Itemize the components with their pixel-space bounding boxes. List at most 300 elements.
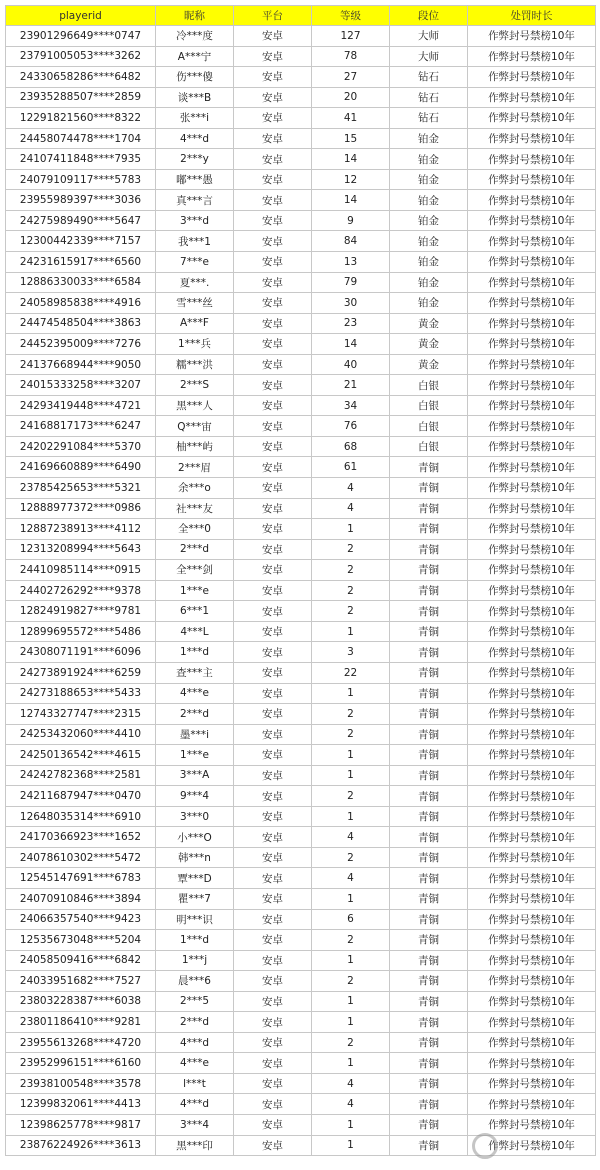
header-level: 等级 — [312, 6, 390, 26]
cell-platform: 安卓 — [234, 334, 312, 355]
cell-nickname: 小***O — [156, 827, 234, 848]
cell-rank: 黄金 — [390, 313, 468, 334]
cell-level: 22 — [312, 662, 390, 683]
cell-playerid: 24170366923****1652 — [6, 827, 156, 848]
cell-rank: 铂金 — [390, 149, 468, 170]
cell-level: 4 — [312, 1073, 390, 1094]
cell-penalty: 作弊封号禁榜10年 — [468, 683, 596, 704]
cell-platform: 安卓 — [234, 293, 312, 314]
cell-level: 127 — [312, 26, 390, 47]
cell-penalty: 作弊封号禁榜10年 — [468, 26, 596, 47]
table-row — [6, 67, 596, 88]
cell-platform: 安卓 — [234, 395, 312, 416]
cell-penalty: 作弊封号禁榜10年 — [468, 847, 596, 868]
cell-level: 1 — [312, 1053, 390, 1074]
cell-nickname: 余***o — [156, 478, 234, 499]
cell-platform: 安卓 — [234, 580, 312, 601]
cell-nickname: 我***1 — [156, 231, 234, 252]
cell-platform: 安卓 — [234, 252, 312, 273]
table-row — [6, 354, 596, 375]
table-row — [6, 128, 596, 149]
cell-platform: 安卓 — [234, 950, 312, 971]
cell-platform: 安卓 — [234, 436, 312, 457]
cell-level: 13 — [312, 252, 390, 273]
cell-playerid: 12313208994****5643 — [6, 539, 156, 560]
cell-nickname: 全***剑 — [156, 560, 234, 581]
header-playerid: playerid — [6, 6, 156, 26]
cell-penalty: 作弊封号禁榜10年 — [468, 888, 596, 909]
cell-rank: 青铜 — [390, 457, 468, 478]
cell-rank: 青铜 — [390, 868, 468, 889]
cell-playerid: 23791005053****3262 — [6, 46, 156, 67]
cell-playerid: 24070910846****3894 — [6, 888, 156, 909]
table-row — [6, 498, 596, 519]
cell-playerid: 24168817173****6247 — [6, 416, 156, 437]
cell-platform: 安卓 — [234, 601, 312, 622]
cell-playerid: 24079109117****5783 — [6, 169, 156, 190]
cell-nickname: 7***e — [156, 252, 234, 273]
table-row — [6, 149, 596, 170]
cell-nickname: 嘟***愚 — [156, 169, 234, 190]
cell-platform: 安卓 — [234, 313, 312, 334]
cell-rank: 青铜 — [390, 519, 468, 540]
cell-rank: 青铜 — [390, 806, 468, 827]
cell-nickname: 社***友 — [156, 498, 234, 519]
cell-rank: 青铜 — [390, 642, 468, 663]
cell-platform: 安卓 — [234, 272, 312, 293]
table-row — [6, 108, 596, 129]
cell-nickname: 4***d — [156, 1032, 234, 1053]
table-row — [6, 190, 596, 211]
cell-platform: 安卓 — [234, 26, 312, 47]
cell-platform: 安卓 — [234, 128, 312, 149]
ban-list-container — [5, 5, 595, 1156]
table-row — [6, 26, 596, 47]
cell-playerid: 24293419448****4721 — [6, 395, 156, 416]
cell-rank: 青铜 — [390, 498, 468, 519]
cell-nickname: 2***d — [156, 1012, 234, 1033]
table-row — [6, 272, 596, 293]
cell-penalty: 作弊封号禁榜10年 — [468, 313, 596, 334]
cell-level: 84 — [312, 231, 390, 252]
cell-nickname: l***t — [156, 1073, 234, 1094]
cell-penalty: 作弊封号禁榜10年 — [468, 190, 596, 211]
cell-penalty: 作弊封号禁榜10年 — [468, 1053, 596, 1074]
cell-platform: 安卓 — [234, 745, 312, 766]
cell-nickname: A***宁 — [156, 46, 234, 67]
cell-level: 79 — [312, 272, 390, 293]
ban-list-table — [5, 5, 596, 1156]
cell-level: 6 — [312, 909, 390, 930]
cell-penalty: 作弊封号禁榜10年 — [468, 724, 596, 745]
cell-level: 2 — [312, 930, 390, 951]
cell-penalty: 作弊封号禁榜10年 — [468, 1094, 596, 1115]
cell-level: 1 — [312, 888, 390, 909]
cell-nickname: 谈***B — [156, 87, 234, 108]
cell-playerid: 24169660889****6490 — [6, 457, 156, 478]
cell-level: 4 — [312, 498, 390, 519]
cell-platform: 安卓 — [234, 765, 312, 786]
cell-nickname: 1***兵 — [156, 334, 234, 355]
cell-rank: 钻石 — [390, 108, 468, 129]
cell-playerid: 23955613268****4720 — [6, 1032, 156, 1053]
cell-rank: 钻石 — [390, 87, 468, 108]
cell-level: 21 — [312, 375, 390, 396]
cell-penalty: 作弊封号禁榜10年 — [468, 252, 596, 273]
cell-playerid: 24250136542****4615 — [6, 745, 156, 766]
cell-platform: 安卓 — [234, 169, 312, 190]
cell-nickname: 雪***丝 — [156, 293, 234, 314]
cell-rank: 青铜 — [390, 1135, 468, 1156]
cell-platform: 安卓 — [234, 190, 312, 211]
cell-playerid: 24273188653****5433 — [6, 683, 156, 704]
cell-playerid: 24253432060****4410 — [6, 724, 156, 745]
cell-nickname: 1***e — [156, 580, 234, 601]
cell-level: 15 — [312, 128, 390, 149]
table-body — [6, 26, 596, 1156]
cell-playerid: 12535673048****5204 — [6, 930, 156, 951]
table-row — [6, 395, 596, 416]
cell-level: 1 — [312, 991, 390, 1012]
cell-rank: 铂金 — [390, 252, 468, 273]
cell-rank: 大师 — [390, 26, 468, 47]
cell-level: 1 — [312, 1135, 390, 1156]
cell-playerid: 24058985838****4916 — [6, 293, 156, 314]
table-row — [6, 806, 596, 827]
cell-rank: 铂金 — [390, 272, 468, 293]
cell-penalty: 作弊封号禁榜10年 — [468, 1012, 596, 1033]
table-header — [6, 6, 596, 26]
cell-penalty: 作弊封号禁榜10年 — [468, 1135, 596, 1156]
cell-playerid: 12300442339****7157 — [6, 231, 156, 252]
cell-penalty: 作弊封号禁榜10年 — [468, 128, 596, 149]
cell-penalty: 作弊封号禁榜10年 — [468, 560, 596, 581]
cell-platform: 安卓 — [234, 683, 312, 704]
cell-platform: 安卓 — [234, 786, 312, 807]
cell-playerid: 12399832061****4413 — [6, 1094, 156, 1115]
cell-nickname: 1***d — [156, 930, 234, 951]
cell-rank: 青铜 — [390, 1012, 468, 1033]
cell-level: 9 — [312, 210, 390, 231]
cell-nickname: 查***主 — [156, 662, 234, 683]
cell-level: 2 — [312, 1032, 390, 1053]
cell-penalty: 作弊封号禁榜10年 — [468, 786, 596, 807]
cell-penalty: 作弊封号禁榜10年 — [468, 416, 596, 437]
table-row — [6, 642, 596, 663]
cell-nickname: 夏***. — [156, 272, 234, 293]
cell-rank: 青铜 — [390, 950, 468, 971]
cell-penalty: 作弊封号禁榜10年 — [468, 1073, 596, 1094]
cell-platform: 安卓 — [234, 416, 312, 437]
cell-platform: 安卓 — [234, 827, 312, 848]
cell-rank: 白银 — [390, 375, 468, 396]
cell-penalty: 作弊封号禁榜10年 — [468, 478, 596, 499]
cell-playerid: 24058509416****6842 — [6, 950, 156, 971]
cell-nickname: 柚***屿 — [156, 436, 234, 457]
cell-nickname: 4***e — [156, 683, 234, 704]
cell-platform: 安卓 — [234, 1114, 312, 1135]
cell-playerid: 23935288507****2859 — [6, 87, 156, 108]
cell-rank: 青铜 — [390, 971, 468, 992]
cell-playerid: 23952996151****6160 — [6, 1053, 156, 1074]
cell-rank: 铂金 — [390, 293, 468, 314]
cell-penalty: 作弊封号禁榜10年 — [468, 580, 596, 601]
cell-nickname: 糯***洪 — [156, 354, 234, 375]
cell-penalty: 作弊封号禁榜10年 — [468, 67, 596, 88]
cell-rank: 铂金 — [390, 169, 468, 190]
cell-penalty: 作弊封号禁榜10年 — [468, 498, 596, 519]
cell-penalty: 作弊封号禁榜10年 — [468, 991, 596, 1012]
cell-platform: 安卓 — [234, 806, 312, 827]
cell-rank: 青铜 — [390, 621, 468, 642]
cell-level: 41 — [312, 108, 390, 129]
cell-playerid: 23803228387****6038 — [6, 991, 156, 1012]
cell-rank: 白银 — [390, 395, 468, 416]
cell-level: 40 — [312, 354, 390, 375]
cell-penalty: 作弊封号禁榜10年 — [468, 436, 596, 457]
table-row — [6, 868, 596, 889]
cell-nickname: 2***d — [156, 704, 234, 725]
cell-penalty: 作弊封号禁榜10年 — [468, 745, 596, 766]
cell-penalty: 作弊封号禁榜10年 — [468, 457, 596, 478]
cell-nickname: 9***4 — [156, 786, 234, 807]
cell-level: 61 — [312, 457, 390, 478]
cell-platform: 安卓 — [234, 642, 312, 663]
cell-level: 78 — [312, 46, 390, 67]
cell-level: 1 — [312, 683, 390, 704]
table-row — [6, 827, 596, 848]
cell-penalty: 作弊封号禁榜10年 — [468, 108, 596, 129]
table-row — [6, 478, 596, 499]
cell-playerid: 23785425653****5321 — [6, 478, 156, 499]
cell-platform: 安卓 — [234, 46, 312, 67]
cell-nickname: 瞿***7 — [156, 888, 234, 909]
cell-platform: 安卓 — [234, 868, 312, 889]
header-penalty: 处罚时长 — [468, 6, 596, 26]
table-row — [6, 950, 596, 971]
table-row — [6, 930, 596, 951]
cell-level: 4 — [312, 1094, 390, 1115]
cell-level: 14 — [312, 334, 390, 355]
cell-nickname: 张***i — [156, 108, 234, 129]
table-row — [6, 704, 596, 725]
cell-rank: 青铜 — [390, 704, 468, 725]
cell-nickname: 6***1 — [156, 601, 234, 622]
cell-playerid: 12899695572****5486 — [6, 621, 156, 642]
cell-platform: 安卓 — [234, 375, 312, 396]
cell-nickname: 2***5 — [156, 991, 234, 1012]
cell-nickname: 1***j — [156, 950, 234, 971]
cell-level: 2 — [312, 847, 390, 868]
table-row — [6, 683, 596, 704]
cell-platform: 安卓 — [234, 1012, 312, 1033]
table-row — [6, 724, 596, 745]
cell-nickname: 黑***人 — [156, 395, 234, 416]
cell-level: 27 — [312, 67, 390, 88]
cell-playerid: 12545147691****6783 — [6, 868, 156, 889]
cell-rank: 青铜 — [390, 1094, 468, 1115]
cell-playerid: 12886330033****6584 — [6, 272, 156, 293]
cell-nickname: 1***e — [156, 745, 234, 766]
cell-rank: 青铜 — [390, 478, 468, 499]
cell-penalty: 作弊封号禁榜10年 — [468, 272, 596, 293]
cell-level: 14 — [312, 149, 390, 170]
table-row — [6, 457, 596, 478]
cell-platform: 安卓 — [234, 519, 312, 540]
cell-rank: 青铜 — [390, 1032, 468, 1053]
cell-playerid: 23876224926****3613 — [6, 1135, 156, 1156]
cell-nickname: A***F — [156, 313, 234, 334]
table-row — [6, 580, 596, 601]
cell-platform: 安卓 — [234, 991, 312, 1012]
cell-platform: 安卓 — [234, 539, 312, 560]
cell-nickname: 2***y — [156, 149, 234, 170]
cell-penalty: 作弊封号禁榜10年 — [468, 950, 596, 971]
cell-platform: 安卓 — [234, 1032, 312, 1053]
table-row — [6, 375, 596, 396]
cell-rank: 黄金 — [390, 354, 468, 375]
cell-playerid: 24231615917****6560 — [6, 252, 156, 273]
cell-penalty: 作弊封号禁榜10年 — [468, 704, 596, 725]
cell-level: 1 — [312, 621, 390, 642]
cell-penalty: 作弊封号禁榜10年 — [468, 909, 596, 930]
cell-level: 4 — [312, 478, 390, 499]
cell-playerid: 23955989397****3036 — [6, 190, 156, 211]
cell-nickname: 伤***傻 — [156, 67, 234, 88]
cell-level: 14 — [312, 190, 390, 211]
cell-penalty: 作弊封号禁榜10年 — [468, 395, 596, 416]
cell-level: 2 — [312, 601, 390, 622]
cell-playerid: 24308071191****6096 — [6, 642, 156, 663]
cell-platform: 安卓 — [234, 231, 312, 252]
cell-rank: 青铜 — [390, 1053, 468, 1074]
cell-rank: 青铜 — [390, 1114, 468, 1135]
cell-rank: 青铜 — [390, 745, 468, 766]
cell-level: 2 — [312, 724, 390, 745]
cell-platform: 安卓 — [234, 478, 312, 499]
cell-penalty: 作弊封号禁榜10年 — [468, 334, 596, 355]
cell-nickname: 明***识 — [156, 909, 234, 930]
cell-level: 1 — [312, 950, 390, 971]
cell-level: 1 — [312, 519, 390, 540]
cell-rank: 青铜 — [390, 847, 468, 868]
table-row — [6, 46, 596, 67]
cell-nickname: 4***d — [156, 128, 234, 149]
cell-platform: 安卓 — [234, 1073, 312, 1094]
cell-rank: 白银 — [390, 416, 468, 437]
cell-nickname: 4***e — [156, 1053, 234, 1074]
cell-penalty: 作弊封号禁榜10年 — [468, 930, 596, 951]
cell-rank: 白银 — [390, 436, 468, 457]
cell-platform: 安卓 — [234, 87, 312, 108]
cell-rank: 青铜 — [390, 827, 468, 848]
cell-rank: 青铜 — [390, 560, 468, 581]
table-row — [6, 210, 596, 231]
cell-rank: 大师 — [390, 46, 468, 67]
cell-platform: 安卓 — [234, 108, 312, 129]
cell-playerid: 12648035314****6910 — [6, 806, 156, 827]
cell-penalty: 作弊封号禁榜10年 — [468, 539, 596, 560]
cell-penalty: 作弊封号禁榜10年 — [468, 662, 596, 683]
cell-rank: 青铜 — [390, 662, 468, 683]
cell-rank: 黄金 — [390, 334, 468, 355]
cell-level: 2 — [312, 786, 390, 807]
cell-nickname: 4***d — [156, 1094, 234, 1115]
cell-playerid: 24066357540****9423 — [6, 909, 156, 930]
cell-nickname: 黑***印 — [156, 1135, 234, 1156]
table-row — [6, 1012, 596, 1033]
table-row — [6, 519, 596, 540]
cell-nickname: 墨***i — [156, 724, 234, 745]
cell-penalty: 作弊封号禁榜10年 — [468, 765, 596, 786]
cell-penalty: 作弊封号禁榜10年 — [468, 621, 596, 642]
cell-nickname: 3***A — [156, 765, 234, 786]
cell-nickname: 2***眉 — [156, 457, 234, 478]
cell-rank: 青铜 — [390, 930, 468, 951]
cell-nickname: 2***S — [156, 375, 234, 396]
cell-platform: 安卓 — [234, 498, 312, 519]
cell-platform: 安卓 — [234, 724, 312, 745]
table-row — [6, 1032, 596, 1053]
cell-penalty: 作弊封号禁榜10年 — [468, 1114, 596, 1135]
table-row — [6, 847, 596, 868]
cell-nickname: 1***d — [156, 642, 234, 663]
cell-playerid: 12888977372****0986 — [6, 498, 156, 519]
cell-penalty: 作弊封号禁榜10年 — [468, 149, 596, 170]
cell-rank: 青铜 — [390, 683, 468, 704]
cell-rank: 青铜 — [390, 909, 468, 930]
table-row — [6, 1073, 596, 1094]
cell-nickname: 3***0 — [156, 806, 234, 827]
cell-playerid: 12887238913****4112 — [6, 519, 156, 540]
cell-playerid: 24137668944****9050 — [6, 354, 156, 375]
cell-level: 76 — [312, 416, 390, 437]
cell-level: 2 — [312, 971, 390, 992]
table-row — [6, 1053, 596, 1074]
header-rank: 段位 — [390, 6, 468, 26]
cell-platform: 安卓 — [234, 1135, 312, 1156]
table-row — [6, 765, 596, 786]
cell-rank: 青铜 — [390, 888, 468, 909]
header-row — [6, 6, 596, 26]
cell-penalty: 作弊封号禁榜10年 — [468, 827, 596, 848]
table-row — [6, 436, 596, 457]
cell-playerid: 12824919827****9781 — [6, 601, 156, 622]
cell-platform: 安卓 — [234, 662, 312, 683]
cell-playerid: 24402726292****9378 — [6, 580, 156, 601]
cell-penalty: 作弊封号禁榜10年 — [468, 46, 596, 67]
cell-platform: 安卓 — [234, 909, 312, 930]
cell-penalty: 作弊封号禁榜10年 — [468, 210, 596, 231]
logo-circle-icon — [472, 1133, 498, 1159]
cell-level: 1 — [312, 745, 390, 766]
cell-platform: 安卓 — [234, 704, 312, 725]
cell-platform: 安卓 — [234, 888, 312, 909]
cell-nickname: 韩***n — [156, 847, 234, 868]
table-row — [6, 313, 596, 334]
table-row — [6, 539, 596, 560]
cell-platform: 安卓 — [234, 930, 312, 951]
cell-penalty: 作弊封号禁榜10年 — [468, 806, 596, 827]
cell-platform: 安卓 — [234, 847, 312, 868]
cell-playerid: 23801186410****9281 — [6, 1012, 156, 1033]
cell-penalty: 作弊封号禁榜10年 — [468, 231, 596, 252]
cell-rank: 青铜 — [390, 724, 468, 745]
cell-playerid: 24202291084****5370 — [6, 436, 156, 457]
cell-rank: 铂金 — [390, 231, 468, 252]
cell-level: 2 — [312, 539, 390, 560]
cell-level: 4 — [312, 827, 390, 848]
